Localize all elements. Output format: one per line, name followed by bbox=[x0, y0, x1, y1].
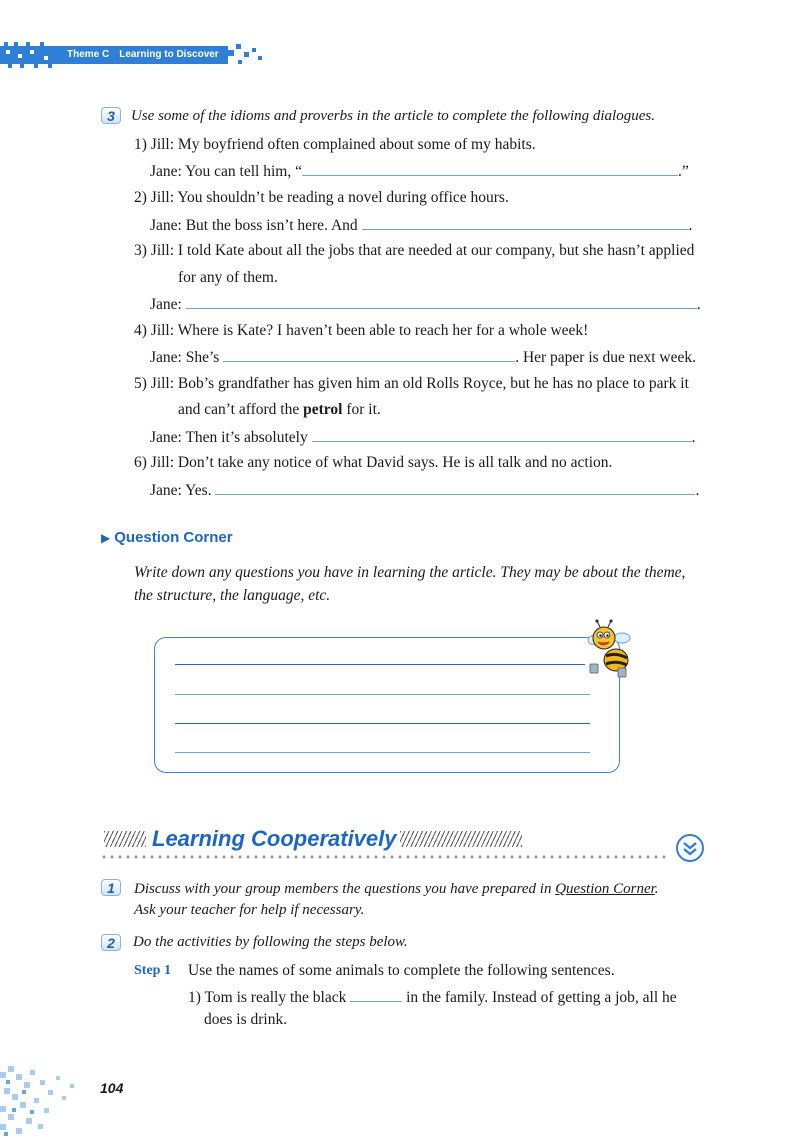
note-line-2[interactable] bbox=[175, 694, 590, 695]
dialogue-4-end: . Her paper is due next week. bbox=[515, 349, 696, 366]
dialogue-3-jane-text: Jane: bbox=[150, 296, 186, 313]
page-number: 104 bbox=[100, 1080, 124, 1096]
dialogue-1-jane bbox=[150, 161, 689, 182]
dialogue-3-jill: 3) Jill: I told Kate about all the jobs that are needed at our company, but she hasn’t applied bbox=[134, 242, 695, 259]
footer-pixel-pattern bbox=[0, 1062, 90, 1138]
question-corner-text-1: Write down any questions you have in learning the article. They may be about the theme, bbox=[134, 564, 686, 581]
answer-blank-2[interactable] bbox=[362, 215, 689, 230]
learning-cooperatively-title: Learning Cooperatively bbox=[152, 826, 397, 851]
dialogue-5-end: . bbox=[691, 429, 696, 446]
activity-2-badge: 2 bbox=[101, 934, 121, 951]
dialogue-3-jill-cont: for any of them. bbox=[178, 269, 278, 286]
dialogue-3-end: . bbox=[696, 296, 701, 313]
dialogue-4-jane-text: Jane: She’s bbox=[150, 349, 224, 366]
animal-blank-1[interactable] bbox=[350, 987, 402, 1002]
dialogue-6-jill: 6) Jill: Don’t take any notice of what David says. He is all talk and no action. bbox=[134, 454, 613, 471]
activity-1-line-2: Ask your teacher for help if necessary. bbox=[134, 902, 365, 918]
sentence-1-post: in the family. Instead of getting a job, all he bbox=[402, 989, 677, 1006]
dialogue-2-jane-text: Jane: But the boss isn’t here. And bbox=[150, 217, 362, 234]
chevron-down-icon[interactable] bbox=[676, 834, 704, 862]
dialogue-1-jane-text: Jane: You can tell him, “ bbox=[150, 163, 302, 180]
header-theme-tag bbox=[58, 46, 228, 64]
dialogue-5-jane bbox=[150, 427, 695, 448]
answer-blank-4[interactable] bbox=[223, 347, 515, 362]
dotted-divider bbox=[100, 855, 668, 859]
answer-blank-5[interactable] bbox=[312, 427, 692, 442]
question-corner-text-2: the structure, the language, etc. bbox=[134, 587, 331, 604]
note-line-1[interactable] bbox=[175, 664, 585, 665]
activity-2-instruction: Do the activities by following the steps below. bbox=[133, 934, 408, 950]
play-triangle-icon: ▶ bbox=[101, 531, 111, 545]
exercise-3-instruction: Use some of the idioms and proverbs in the article to complete the following dialogues. bbox=[131, 108, 655, 124]
dialogue-5-cont-post: for it. bbox=[342, 401, 381, 418]
dialogue-6-jane-text: Jane: Yes. bbox=[150, 482, 216, 499]
question-corner-instructions bbox=[134, 561, 685, 607]
double-chevron-down-icon bbox=[678, 836, 702, 860]
activity-1-text-pre: Discuss with your group members the questions you have prepared in bbox=[134, 881, 556, 897]
dialogue-1-end: .” bbox=[677, 163, 689, 180]
dialogue-4-jill: 4) Jill: Where is Kate? I haven’t been able to reach her for a whole week! bbox=[134, 322, 589, 339]
dialogue-2-jane bbox=[150, 215, 692, 236]
dialogue-1-jill: 1) Jill: My boyfriend often complained about some of my habits. bbox=[134, 136, 536, 153]
step-1-label: Step 1 bbox=[134, 963, 171, 978]
activity-1-badge: 1 bbox=[101, 879, 121, 896]
sentence-1 bbox=[188, 987, 677, 1008]
dialogue-4-jane bbox=[150, 347, 696, 368]
sentence-1-cont: does is drink. bbox=[204, 1011, 288, 1028]
question-corner-heading bbox=[101, 529, 233, 547]
answer-blank-3[interactable] bbox=[186, 294, 697, 309]
activity-1-text-post: . bbox=[654, 881, 659, 897]
answer-blank-6[interactable] bbox=[215, 480, 695, 495]
dialogue-3-jane bbox=[150, 294, 701, 315]
dialogue-5-bold-word: petrol bbox=[303, 401, 343, 418]
exercise-3-badge: 3 bbox=[101, 107, 121, 124]
title-hatch-right bbox=[400, 831, 522, 847]
dialogue-6-jane bbox=[150, 480, 699, 501]
question-corner-link[interactable]: Question Corner bbox=[555, 881, 655, 897]
question-corner-title: Question Corner bbox=[114, 529, 233, 546]
dialogue-5-cont-pre: and can’t afford the bbox=[178, 401, 304, 418]
dialogue-2-end: . bbox=[688, 217, 693, 234]
note-line-4[interactable] bbox=[175, 752, 590, 753]
title-hatch-left bbox=[104, 831, 146, 847]
header-theme: Theme C bbox=[67, 49, 110, 60]
note-line-3[interactable] bbox=[175, 723, 590, 724]
sentence-1-pre: 1) Tom is really the black bbox=[188, 989, 351, 1006]
answer-blank-1[interactable] bbox=[302, 161, 678, 176]
dialogue-6-end: . bbox=[695, 482, 700, 499]
bee-mascot-icon bbox=[582, 618, 636, 680]
dialogue-2-jill: 2) Jill: You shouldn’t be reading a novel during office hours. bbox=[134, 189, 509, 206]
header-unit: Learning to Discover bbox=[119, 49, 219, 60]
step-1-text: Use the names of some animals to complete the following sentences. bbox=[188, 962, 615, 979]
dialogue-5-jill-cont bbox=[178, 400, 381, 420]
dialogue-5-jill: 5) Jill: Bob’s grandfather has given him an old Rolls Royce, but he has no place to park it bbox=[134, 375, 689, 392]
activity-1-text bbox=[134, 879, 659, 921]
activity-1-line-1 bbox=[134, 879, 659, 900]
dialogue-5-jane-text: Jane: Then it’s absolutely bbox=[150, 429, 312, 446]
